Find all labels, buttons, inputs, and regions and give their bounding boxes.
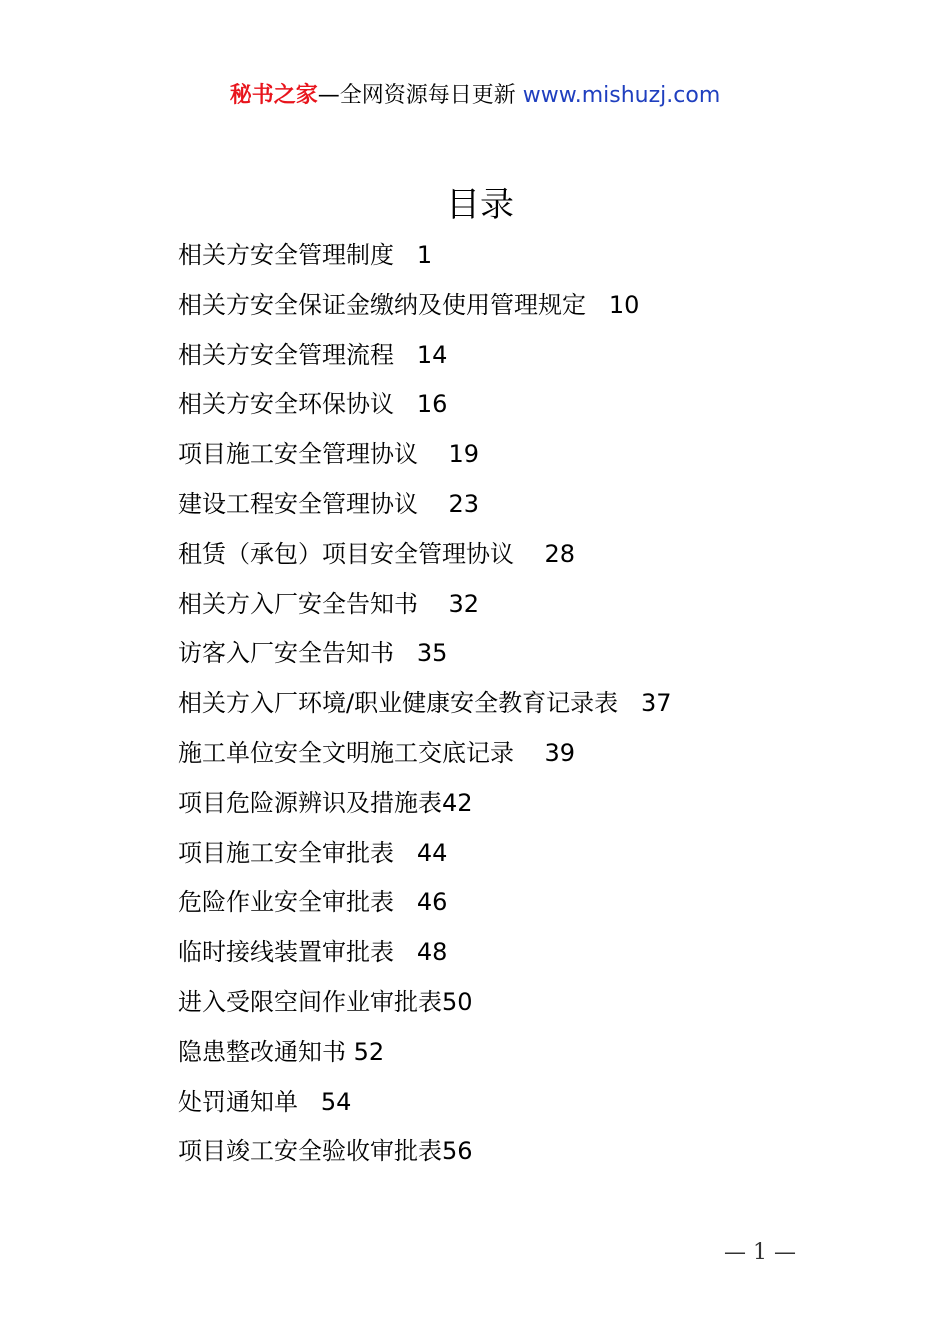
toc-item: 项目竣工安全验收审批表56 [178,1137,473,1166]
banner-slogan: —全网资源每日更新 [317,83,523,108]
toc-item: 租赁（承包）项目安全管理协议 28 [178,539,576,568]
toc-item: 相关方入厂安全告知书 32 [178,589,480,618]
toc-item: 临时接线装置审批表 48 [178,938,448,967]
toc-item: 相关方入厂环境/职业健康安全教育记录表 37 [178,689,672,718]
toc-item: 处罚通知单 54 [178,1087,352,1116]
toc-item: 隐患整改通知书 52 [178,1037,385,1066]
toc-list [178,232,672,1178]
brand-name: 秘书之家 [229,83,318,108]
toc-item: 相关方安全管理流程 14 [178,340,448,369]
toc-item: 建设工程安全管理协议 23 [178,489,480,518]
toc-title: 目录 [446,185,514,225]
toc-item: 项目危险源辨识及措施表42 [178,788,473,817]
toc-item: 相关方安全管理制度 1 [178,241,433,269]
toc-item: 危险作业安全审批表 46 [178,888,448,917]
page-number: — 1 — [724,1240,796,1265]
toc-item: 项目施工安全审批表 44 [178,838,448,867]
site-banner [0,80,950,112]
toc-item: 相关方安全环保协议 16 [178,390,448,419]
toc-item: 进入受限空间作业审批表50 [178,987,473,1016]
toc-item: 访客入厂安全告知书 35 [178,639,448,668]
site-url[interactable]: www.mishuzj.com [522,83,721,108]
toc-item: 相关方安全保证金缴纳及使用管理规定 10 [178,290,640,319]
toc-item: 施工单位安全文明施工交底记录 39 [178,738,576,767]
toc-item: 项目施工安全管理协议 19 [178,440,480,469]
